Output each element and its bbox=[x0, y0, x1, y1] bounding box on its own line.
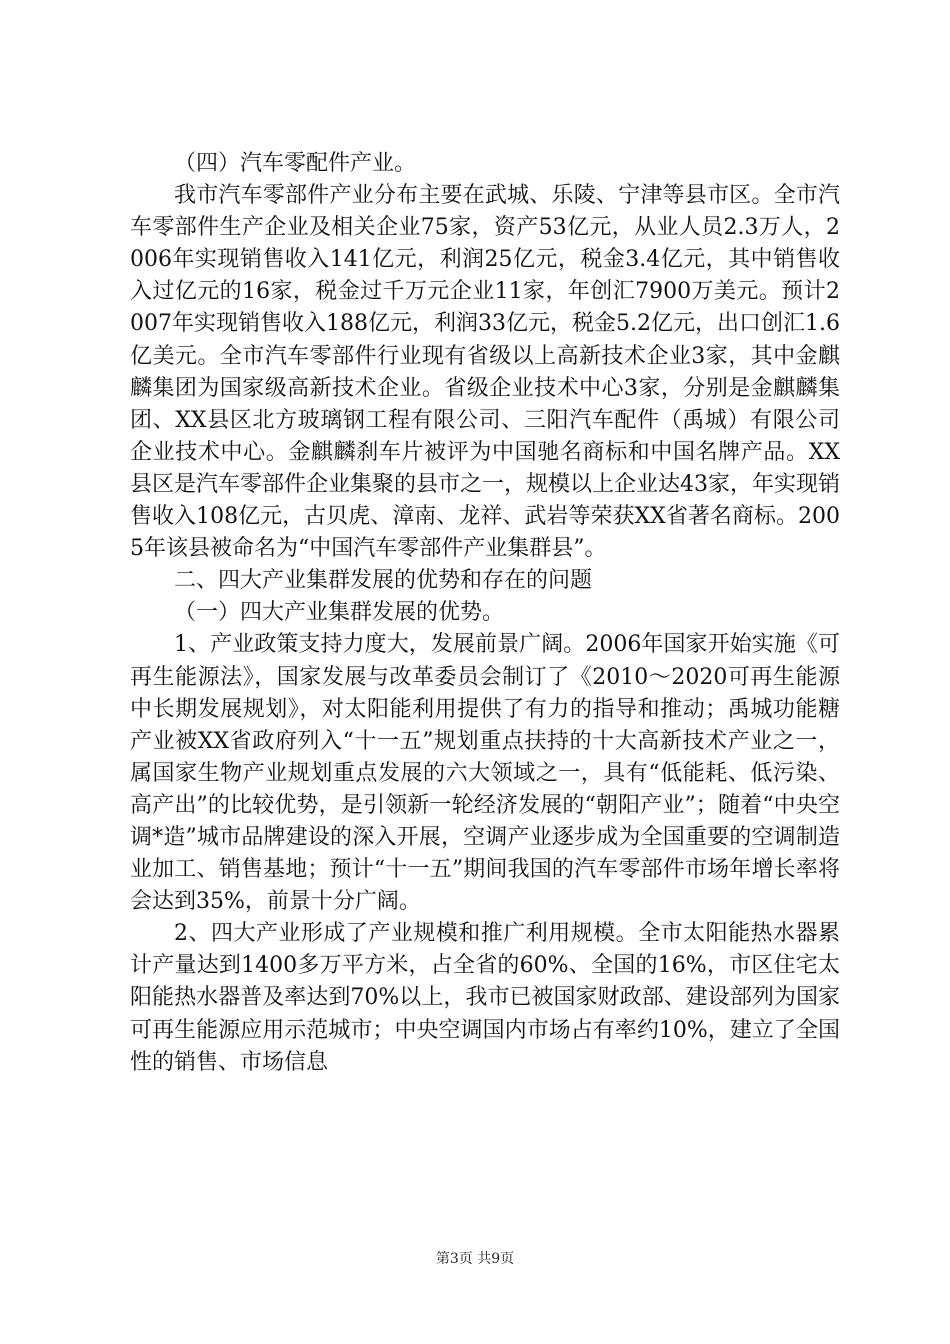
document-body bbox=[130, 148, 840, 1079]
paragraph-auto-parts-overview: 我市汽车零部件产业分布主要在武城、乐陵、宁津等县市区。全市汽车零部件生产企业及相关企业75家，资产53亿元，从业人员2.3万人，2006年实现销售收入141亿元，利润25亿元，税金3.4亿元，其中销售收入过亿元的16家，税金过千万元企业11家，年创汇7900万美元。预计2007年实现销售收入188亿元，利润33亿元，税金5.2亿元，出口创汇1.6亿美元。全市汽车零部件行业现有省级以上高新技术企业3家，其中金麒麟集团为国家级高新技术企业。省级企业技术中心3家，分别是金麒麟集团、XX县区北方玻璃钢工程有限公司、三阳汽车配件（禹城）有限公司企业技术中心。金麒麟刹车片被评为中国驰名商标和中国名牌产品。XX县区是汽车零部件企业集聚的县市之一，规模以上企业达43家，年实现销售收入108亿元，古贝虎、漳南、龙祥、武岩等荣获XX省著名商标。2005年该县被命名为“中国汽车零部件产业集群县”。 bbox=[130, 183, 840, 562]
section-heading-advantages-and-problems: 二、四大产业集群发展的优势和存在的问题 bbox=[174, 568, 593, 594]
paragraph-industry-scale: 2、四大产业形成了产业规模和推广利用规模。全市太阳能热水器累计产量达到1400多万平方米，占全省的60%、全国的16%，市区住宅太阳能热水器普及率达到70%以上，我市已被国家财政部、建设部列为国家可再生能源应用示范城市；中央空调国内市场占有率约10%，建立了全国性的销售、市场信息 bbox=[130, 921, 840, 1075]
page-footer: 第3页 共9页 bbox=[435, 1251, 515, 1267]
subsection-heading-advantages: （一）四大产业集群发展的优势。 bbox=[174, 600, 505, 626]
section-heading-auto-parts: （四）汽车零配件产业。 bbox=[174, 151, 417, 176]
paragraph-policy-support: 1、产业政策支持力度大，发展前景广阔。2006年国家开始实施《可再生能源法》，国家发展与改革委员会制订了《2010～2020可再生能源中长期发展规划》，对太阳能利用提供了有力的指导和推动；禹城功能糖产业被XX省政府列入“十一五”规划重点扶持的十大高新技术产业之一，属国家生物产业规划重点发展的六大领域之一，具有“低能耗、低污染、高产出”的比较优势，是引领新一轮经济发展的“朝阳产业”；随着“中央空调*造”城市品牌建设的深入开展，空调产业逐步成为全国重要的空调制造业加工、销售基地；预计“十一五”期间我国的汽车零部件市场年增长率将会达到35%，前景十分广阔。 bbox=[130, 632, 840, 915]
